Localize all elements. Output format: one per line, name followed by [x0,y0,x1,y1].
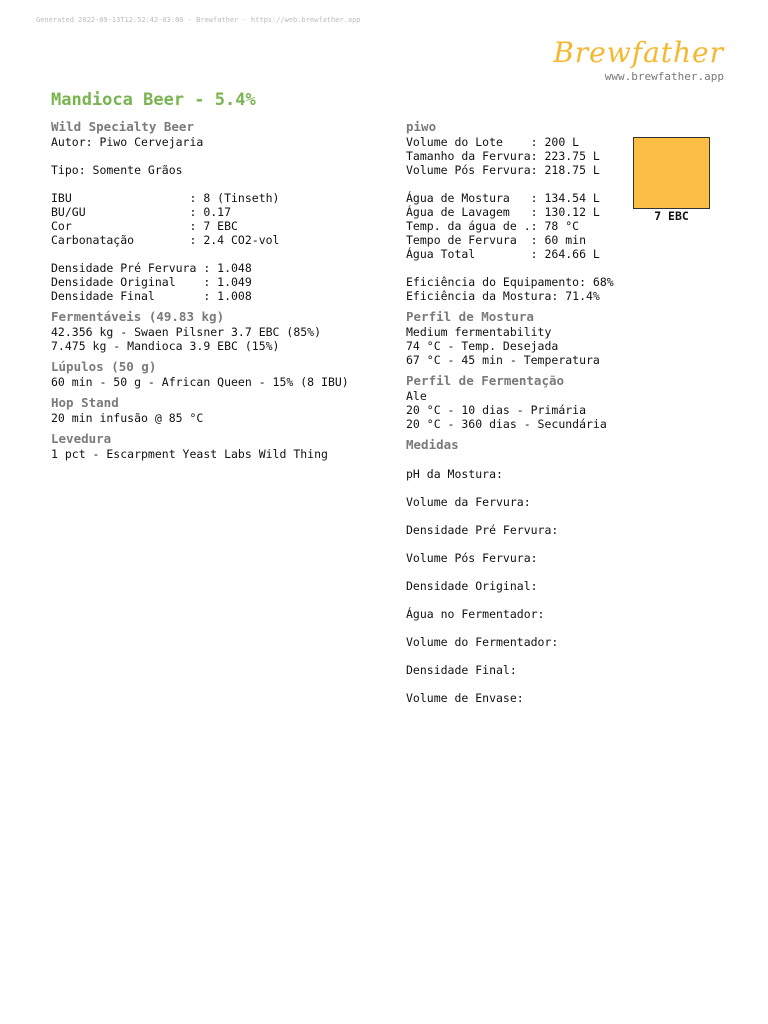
measurement-item: Volume do Fermentador: [406,635,559,649]
hop-stand-item: 20 min infusão @ 85 °C [51,411,204,425]
measurements-heading: Medidas [406,437,459,452]
brewfather-logo [553,36,724,83]
logo-wordmark: Brewfather [553,36,724,69]
fermentable-item: 7.475 kg - Mandioca 3.9 EBC (15%) [51,339,280,353]
type-line: Tipo: Somente Grãos [51,163,183,177]
stat-color: Cor : 7 EBC [51,219,238,233]
hop-stand-heading: Hop Stand [51,395,119,410]
beer-color-swatch [633,137,710,209]
style-heading: Wild Specialty Beer [51,119,194,134]
fermentable-item: 42.356 kg - Swaen Pilsner 3.7 EBC (85%) [51,325,322,339]
mash-item: 67 °C - 45 min - Temperatura [406,353,600,367]
recipe-right-column [406,119,636,705]
measurement-item: pH da Mostura: [406,467,503,481]
generated-footer-text: Generated 2022-09-13T12:52:42-03:00 - Brewfather - https://web.brewfather.app [36,16,361,24]
recipe-left-column [51,119,391,461]
measurement-item: Densidade Pré Fervura: [406,523,559,537]
author-line: Autor: Piwo Cervejaria [51,135,204,149]
volume-boil: Tamanho da Fervura: 223.75 L [406,149,600,163]
hops-heading: Lúpulos (50 g) [51,359,157,374]
fermentation-item: 20 °C - 10 dias - Primária [406,403,587,417]
gravity-preboil: Densidade Pré Fervura : 1.048 [51,261,252,275]
mash-heading: Perfil de Mostura [406,309,534,324]
gravity-final: Densidade Final : 1.008 [51,289,252,303]
hop-item: 60 min - 50 g - African Queen - 15% (8 IBU) [51,375,349,389]
stat-carbonation: Carbonatação : 2.4 CO2-vol [51,233,280,247]
yeast-item: 1 pct - Escarpment Yeast Labs Wild Thing [51,447,328,461]
stat-ibu: IBU : 8 (Tinseth) [51,191,280,205]
beer-color-label: 7 EBC [654,209,689,223]
mash-item: Medium fermentability [406,325,552,339]
water-total: Água Total : 264.66 L [406,247,600,261]
water-sparge: Água de Lavagem : 130.12 L [406,205,600,219]
volume-batch: Volume do Lote : 200 L [406,135,580,149]
yeast-heading: Levedura [51,431,112,446]
efficiency-mash: Eficiência da Mostura: 71.4% [406,289,600,303]
recipe-title: Mandioca Beer - 5.4% [51,90,256,110]
fermentables-heading: Fermentáveis (49.83 kg) [51,309,225,324]
mash-item: 74 °C - Temp. Desejada [406,339,559,353]
measurement-item: Água no Fermentador: [406,607,545,621]
fermentation-item: Ale [406,389,427,403]
equipment-heading: piwo [406,119,437,134]
measurement-item: Volume da Fervura: [406,495,531,509]
fermentation-heading: Perfil de Fermentação [406,373,565,388]
logo-url[interactable]: www.brewfather.app [604,70,724,83]
measurement-item: Volume de Envase: [406,691,524,705]
water-mash: Água de Mostura : 134.54 L [406,191,600,205]
fermentation-item: 20 °C - 360 dias - Secundária [406,417,607,431]
measurement-item: Volume Pós Fervura: [406,551,538,565]
volume-postboil: Volume Pós Fervura: 218.75 L [406,163,600,177]
water-temp: Temp. da água de .: 78 °C [406,219,580,233]
stat-bugu: BU/GU : 0.17 [51,205,232,219]
gravity-original: Densidade Original : 1.049 [51,275,252,289]
boil-time: Tempo de Fervura : 60 min [406,233,587,247]
measurement-item: Densidade Original: [406,579,538,593]
measurement-item: Densidade Final: [406,663,517,677]
efficiency-equipment: Eficiência do Equipamento: 68% [406,275,614,289]
